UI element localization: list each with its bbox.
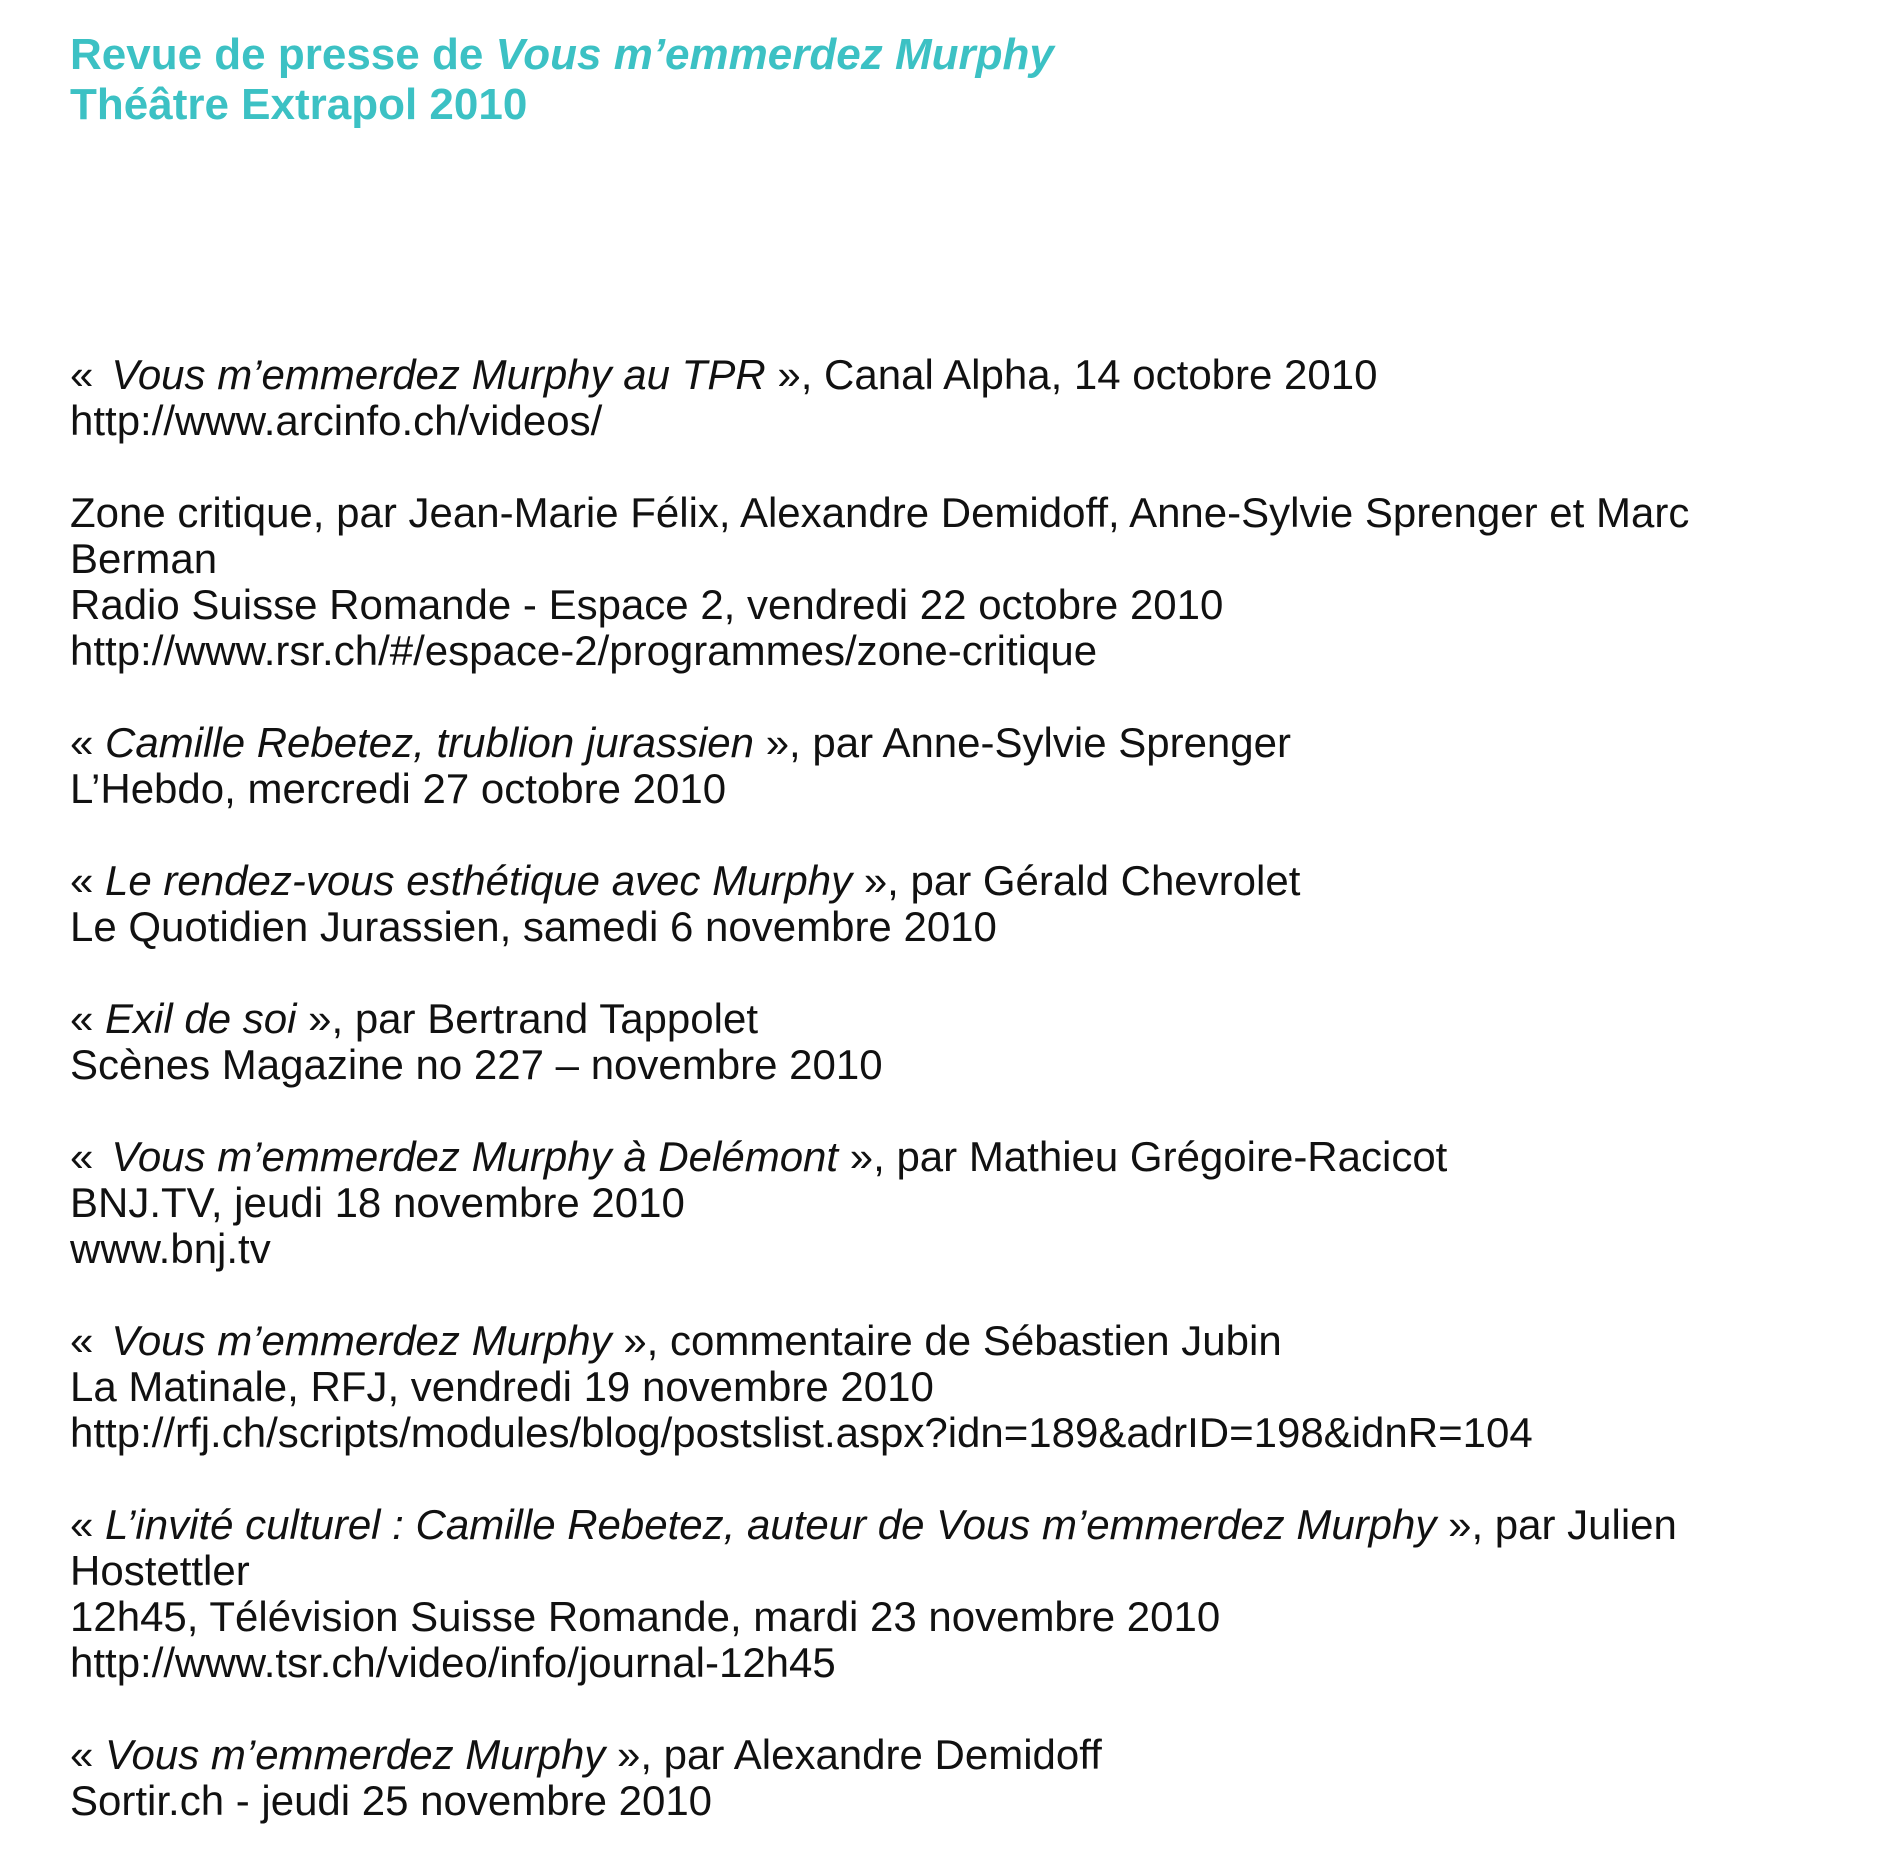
press-entry [70, 1134, 1860, 1272]
close-quote: » [616, 1731, 641, 1778]
document-page [70, 30, 1860, 1870]
entry-title-line [70, 1502, 1860, 1548]
entry-line: L’Hebdo, mercredi 27 octobre 2010 [70, 765, 727, 812]
press-entry [70, 1732, 1860, 1824]
entry-title: Vous m’emmerdez Murphy [111, 1317, 612, 1364]
entry-line: Radio Suisse Romande - Espace 2, vendredi 22 octobre 2010 [70, 581, 1224, 628]
header-show-title: Vous m’emmerdez Murphy [495, 30, 1054, 79]
entry-title-line [70, 1134, 1860, 1180]
close-quote: » [863, 857, 888, 904]
open-quote: « [70, 995, 94, 1042]
entry-title: Vous m’emmerdez Murphy [105, 1731, 606, 1778]
entry-title: Camille Rebetez, trublion jurassien [105, 719, 755, 766]
close-quote: » [777, 351, 801, 398]
entry-line: Scènes Magazine no 227 – novembre 2010 [70, 1041, 883, 1088]
entry-line: http://www.tsr.ch/video/info/journal-12h45 [70, 1639, 836, 1686]
open-quote: « [70, 1731, 94, 1778]
entry-source: , par Bertrand Tappolet [331, 995, 758, 1042]
entry-source: , Canal Alpha, 14 octobre 2010 [800, 351, 1378, 398]
header-subtitle: Théâtre Extrapol 2010 [70, 80, 528, 129]
entry-source: , commentaire de Sébastien Jubin [646, 1317, 1282, 1364]
entry-title-line [70, 352, 1860, 398]
entry-title-line [70, 1732, 1860, 1778]
header-prefix: Revue de presse de [70, 30, 496, 79]
entry-line: http://www.arcinfo.ch/videos/ [70, 397, 603, 444]
press-entry [70, 1502, 1860, 1686]
close-quote: » [849, 1133, 874, 1180]
entry-source: , par Alexandre Demidoff [640, 1731, 1102, 1778]
entry-title: L’invité culturel : Camille Rebetez, auteur de Vous m’emmerdez Murphy [105, 1501, 1437, 1548]
entry-title: Vous m’emmerdez Murphy à Delémont [111, 1133, 839, 1180]
entry-title-line [70, 996, 1860, 1042]
entry-source: , par Julien [1471, 1501, 1677, 1548]
press-entry [70, 720, 1860, 812]
close-quote: » [308, 995, 332, 1042]
entry-line: La Matinale, RFJ, vendredi 19 novembre 2010 [70, 1363, 934, 1410]
close-quote: » [1448, 1501, 1472, 1548]
entry-line: Berman [70, 535, 218, 582]
entry-title: Vous m’emmerdez Murphy au TPR [111, 351, 766, 398]
entry-title: Le rendez-vous esthétique avec Murphy [105, 857, 853, 904]
entry-line: Hostettler [70, 1547, 250, 1594]
header-title-line [70, 30, 1860, 80]
press-entry [70, 996, 1860, 1088]
entry-line: http://www.rsr.ch/#/espace-2/programmes/zone-critique [70, 627, 1098, 674]
open-quote: « [70, 351, 94, 398]
entry-line: www.bnj.tv [70, 1225, 271, 1272]
press-entry [70, 490, 1860, 674]
press-entries-list [70, 352, 1860, 1824]
entry-source: , par Anne-Sylvie Sprenger [789, 719, 1291, 766]
open-quote: « [70, 857, 94, 904]
close-quote: » [623, 1317, 647, 1364]
entry-line: Zone critique, par Jean-Marie Félix, Alexandre Demidoff, Anne-Sylvie Sprenger et Marc [70, 489, 1690, 536]
entry-title-line [70, 1318, 1860, 1364]
entry-title-line [70, 720, 1860, 766]
open-quote: « [70, 1133, 94, 1180]
press-entry [70, 1318, 1860, 1456]
entry-line: http://rfj.ch/scripts/modules/blog/postslist.aspx?idn=189&adrID=198&idnR=104 [70, 1409, 1533, 1456]
entry-source: , par Mathieu Grégoire-Racicot [873, 1133, 1448, 1180]
document-header [70, 30, 1860, 130]
entry-title: Exil de soi [105, 995, 297, 1042]
close-quote: » [765, 719, 790, 766]
press-entry [70, 858, 1860, 950]
entry-source: , par Gérald Chevrolet [887, 857, 1301, 904]
entry-line: BNJ.TV, jeudi 18 novembre 2010 [70, 1179, 685, 1226]
entry-line: Le Quotidien Jurassien, samedi 6 novembre 2010 [70, 903, 997, 950]
entry-line: Sortir.ch - jeudi 25 novembre 2010 [70, 1777, 713, 1824]
entry-line: 12h45, Télévision Suisse Romande, mardi 23 novembre 2010 [70, 1593, 1221, 1640]
press-entry [70, 352, 1860, 444]
entry-title-line [70, 858, 1860, 904]
open-quote: « [70, 1501, 94, 1548]
open-quote: « [70, 719, 94, 766]
open-quote: « [70, 1317, 94, 1364]
